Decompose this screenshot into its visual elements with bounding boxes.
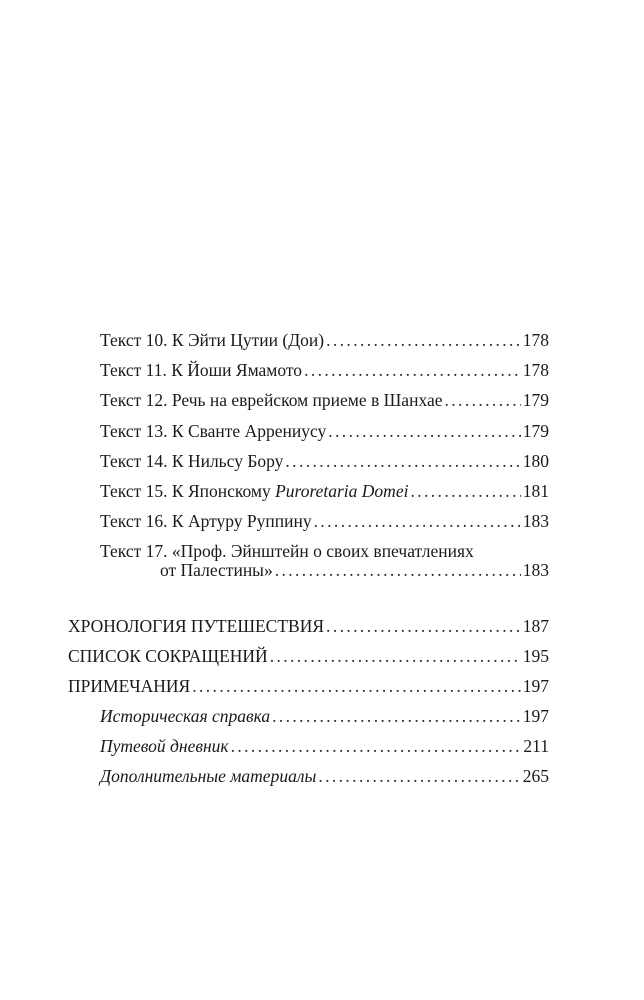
toc-subsection-travel-diary[interactable]: [100, 734, 549, 758]
dot-leader: [231, 734, 522, 758]
toc-entry-label: ПРИМЕЧАНИЯ: [68, 676, 191, 696]
toc-entry-label-italic: Puroretaria Domei: [275, 481, 409, 501]
toc-entry-label-italic: Историческая справка: [100, 706, 271, 726]
toc-entry-page: 181: [522, 481, 549, 501]
toc-entry-label: [100, 704, 270, 728]
toc-entry-text-10[interactable]: [100, 328, 549, 352]
dot-leader: [410, 479, 520, 503]
dot-leader: [275, 558, 521, 582]
toc-section-chronology[interactable]: [68, 614, 549, 638]
toc-entry-label-italic: Дополнительные материалы: [100, 766, 317, 786]
toc-entry-label: Текст 12. Речь на еврейском приеме в Шанхае: [100, 390, 443, 410]
dot-leader: [272, 704, 521, 728]
dot-leader: [304, 358, 521, 382]
dot-leader: [326, 614, 521, 638]
toc-entry-text-13[interactable]: [100, 419, 549, 443]
toc-entry-page: 179: [522, 390, 549, 410]
dot-leader: [328, 419, 521, 443]
toc-entry-text-15[interactable]: [100, 479, 549, 503]
dot-leader: [192, 674, 521, 698]
toc-section-notes[interactable]: [68, 674, 549, 698]
toc-entry-page: 183: [522, 511, 549, 531]
dot-leader: [314, 509, 521, 533]
toc-entry-page: 197: [522, 706, 549, 726]
toc-entry-label-italic: Путевой дневник: [100, 736, 229, 756]
toc-entry-label: Текст 10. К Эйти Цутии (Дои): [100, 330, 325, 350]
toc-entry-label: [100, 764, 316, 788]
toc-entry-label: [100, 479, 408, 503]
toc-entry-page: 180: [522, 451, 549, 471]
toc-entry-label: Текст 14. К Нильсу Бору: [100, 451, 284, 471]
toc-entry-text-12[interactable]: [100, 388, 549, 412]
toc-entry-page: 178: [522, 330, 549, 350]
dot-leader: [445, 388, 521, 412]
dot-leader: [326, 328, 521, 352]
toc-entry-label: Текст 13. К Сванте Аррениусу: [100, 421, 327, 441]
dot-leader: [285, 449, 520, 473]
toc-entry-label: Текст 17. «Проф. Эйнштейн о своих впечатлениях: [100, 541, 474, 561]
dot-leader: [318, 764, 520, 788]
toc-entry-text-14[interactable]: [100, 449, 549, 473]
toc-entry-label-prefix: Текст 15. К Японскому: [100, 481, 276, 501]
toc-entry-text-17[interactable]: [160, 558, 549, 582]
toc-entry-text-16[interactable]: [100, 509, 549, 533]
toc-section-abbreviations[interactable]: [68, 644, 549, 668]
toc-entry-label: [100, 734, 229, 758]
toc-subsection-additional-materials[interactable]: [100, 764, 549, 788]
toc-entry-page: 178: [522, 360, 549, 380]
dot-leader: [270, 644, 521, 668]
toc-entry-page: 195: [522, 646, 549, 666]
toc-entry-page: 187: [522, 616, 549, 636]
toc-entry-page: 197: [522, 676, 549, 696]
toc-entry-page: 265: [522, 766, 549, 786]
toc-entry-label: Текст 16. К Артуру Руппину: [100, 511, 312, 531]
toc-entry-label: от Палестины»: [160, 560, 273, 580]
toc-entry-label: ХРОНОЛОГИЯ ПУТЕШЕСТВИЯ: [68, 616, 325, 636]
toc-entry-page: 183: [522, 560, 549, 580]
toc-entry-label: СПИСОК СОКРАЩЕНИЙ: [68, 646, 268, 666]
toc-entry-page: 211: [523, 736, 549, 756]
toc-subsection-historical-note[interactable]: [100, 704, 549, 728]
toc-entry-text-11[interactable]: [100, 358, 549, 382]
toc-entry-page: 179: [522, 421, 549, 441]
toc-entry-label: Текст 11. К Йоши Ямамото: [100, 360, 303, 380]
